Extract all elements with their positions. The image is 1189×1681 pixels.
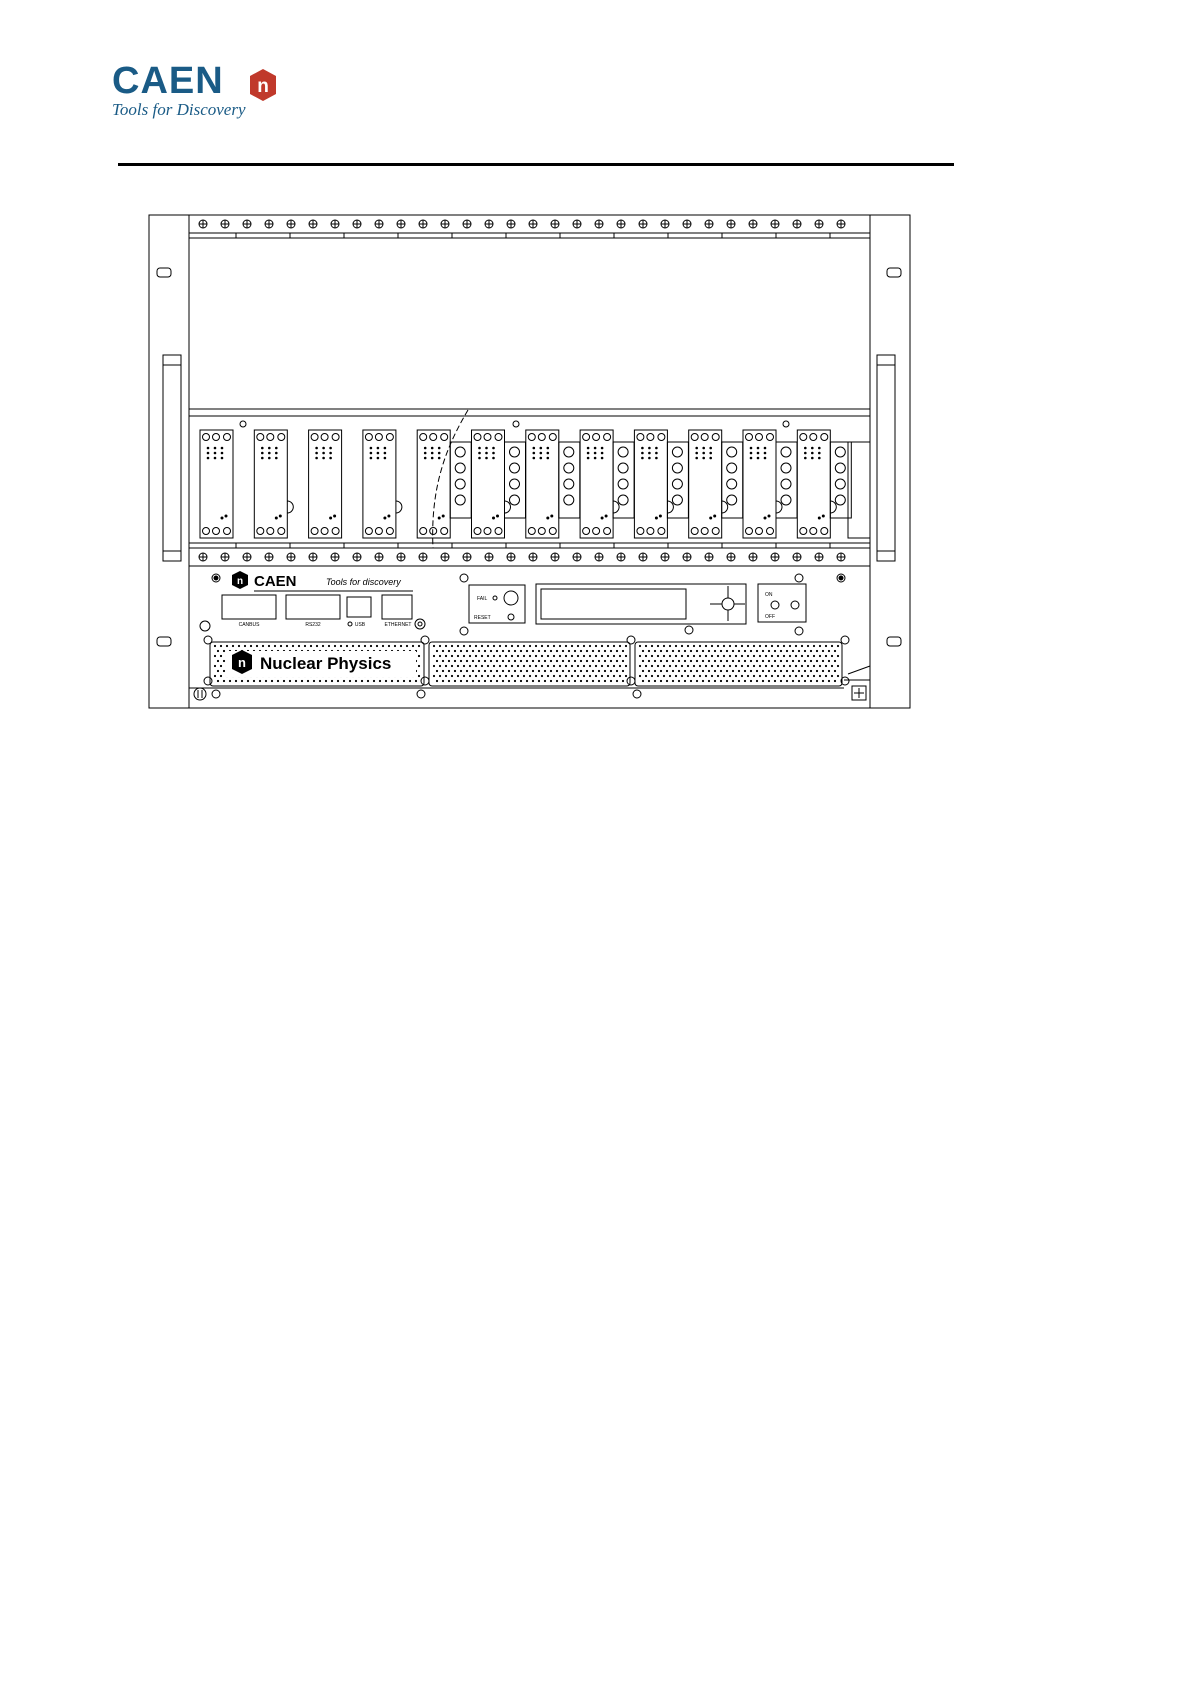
panel-tagline: Tools for discovery xyxy=(326,577,401,587)
module xyxy=(472,430,526,538)
module xyxy=(797,430,851,538)
off-label: OFF xyxy=(765,614,775,620)
right-handle xyxy=(877,355,895,561)
panel-brand: CAEN xyxy=(254,573,297,590)
module xyxy=(689,430,743,538)
ear-slot xyxy=(157,268,171,277)
module xyxy=(526,430,580,538)
module xyxy=(200,430,233,538)
reset-label: RESET xyxy=(474,615,491,621)
left-handle xyxy=(163,355,181,561)
port-label-usb: USB xyxy=(354,622,366,628)
module xyxy=(743,430,797,538)
vent-grille xyxy=(635,642,842,686)
crate-drawing xyxy=(148,214,912,710)
on-label: ON xyxy=(765,592,773,598)
svg-text:n: n xyxy=(238,655,246,670)
usb-port xyxy=(347,597,371,617)
fail-label: FAIL xyxy=(477,596,488,602)
logo-word: CAEN xyxy=(112,60,224,102)
module xyxy=(580,430,634,538)
module xyxy=(634,430,688,538)
ear-slot xyxy=(887,268,901,277)
canbus-port xyxy=(222,595,276,619)
module xyxy=(254,430,293,538)
module xyxy=(363,430,402,538)
left-rack-ear xyxy=(149,215,189,708)
header-rule xyxy=(118,163,954,166)
svg-text:n: n xyxy=(257,76,269,97)
ear-slot xyxy=(887,637,901,646)
vent-grille xyxy=(429,642,630,686)
rs232-port xyxy=(286,595,340,619)
ear-slot xyxy=(157,637,171,646)
grille-label: Nuclear Physics xyxy=(260,654,392,673)
svg-text:n: n xyxy=(236,576,244,587)
caen-logo xyxy=(108,60,288,124)
right-rack-ear xyxy=(870,215,910,708)
logo-tagline: Tools for Discovery xyxy=(112,100,246,119)
port-label-canbus: CANBUS xyxy=(238,622,260,628)
port-label-rs232: RS232 xyxy=(305,622,321,628)
module xyxy=(309,430,342,538)
ethernet-port xyxy=(382,595,412,619)
port-label-ethernet: ETHERNET xyxy=(384,622,412,628)
logo-n-badge-icon xyxy=(248,68,278,102)
module xyxy=(417,430,471,538)
